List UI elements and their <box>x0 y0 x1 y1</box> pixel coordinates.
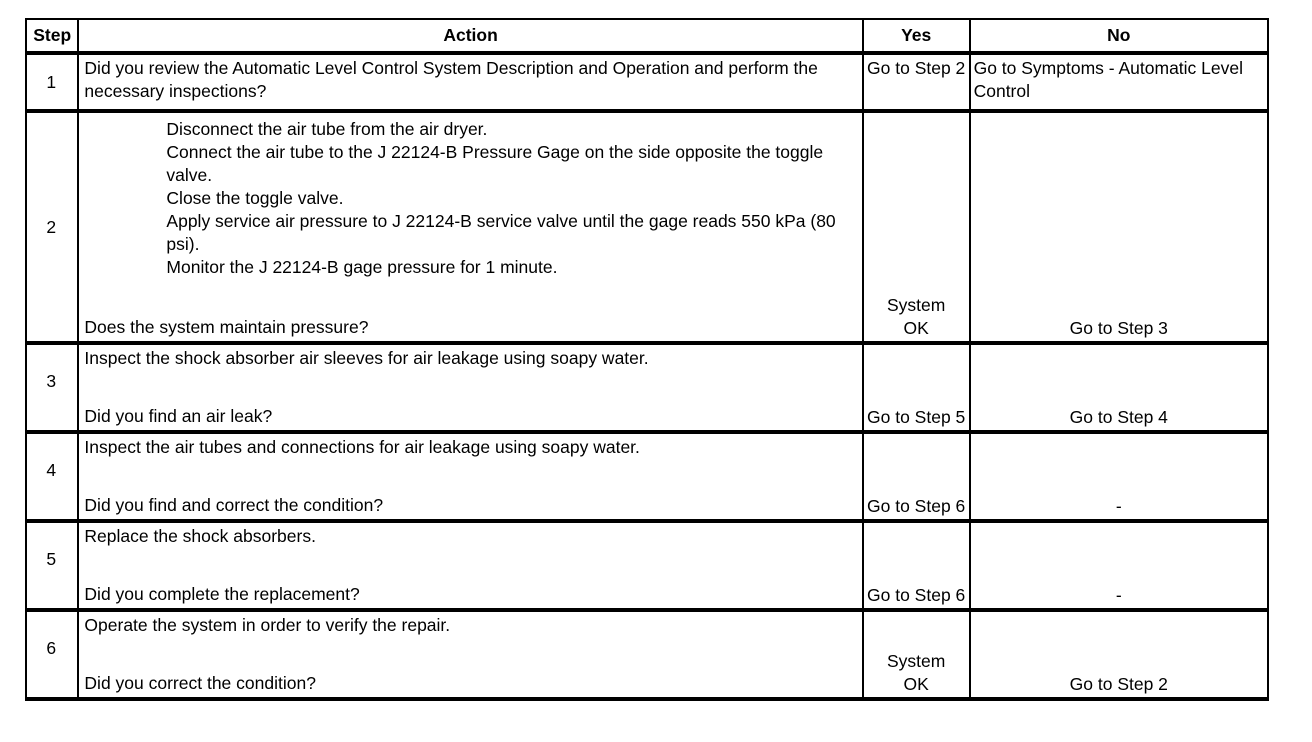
question-text: Does the system maintain pressure? <box>84 317 369 337</box>
header-step: Step <box>26 19 78 53</box>
header-row <box>26 19 1268 53</box>
no-cell: Go to Step 2 <box>970 610 1268 699</box>
question-text: Did you find an air leak? <box>84 406 273 426</box>
diagnostic-table <box>25 18 1269 701</box>
table-row <box>26 432 1268 521</box>
instruction-text: Replace the shock absorbers. <box>84 526 316 546</box>
table-row <box>26 343 1268 432</box>
action-cell <box>78 610 862 699</box>
step-number: 1 <box>26 53 78 111</box>
step-number: 2 <box>26 111 78 343</box>
action-cell <box>78 521 862 610</box>
action-cell <box>78 343 862 432</box>
action-cell <box>78 432 862 521</box>
yes-cell: Go to Step 6 <box>863 432 970 521</box>
instruction-text: Inspect the shock absorber air sleeves for air leakage using soapy water. <box>84 348 649 368</box>
no-cell: Go to Symptoms - Automatic Level Control <box>970 53 1268 111</box>
table-row <box>26 610 1268 699</box>
action-text: Did you review the Automatic Level Control System Description and Operation and perform the necessary inspections? <box>84 58 818 101</box>
question-text: Did you find and correct the condition? <box>84 495 384 515</box>
yes-cell: Go to Step 5 <box>863 343 970 432</box>
substep: Disconnect the air tube from the air dryer. <box>166 119 488 139</box>
substep: Monitor the J 22124-B gage pressure for 1 minute. <box>166 257 558 277</box>
step-number: 5 <box>26 521 78 610</box>
action-cell <box>78 53 862 111</box>
action-cell <box>78 111 862 343</box>
step-number: 3 <box>26 343 78 432</box>
substep: Connect the air tube to the J 22124-B Pressure Gage on the side opposite the toggle valve. <box>166 142 824 185</box>
question-text: Did you complete the replacement? <box>84 584 360 604</box>
substep: Close the toggle valve. <box>166 188 344 208</box>
substep: Apply service air pressure to J 22124-B service valve until the gage reads 550 kPa (80 psi). <box>166 211 836 254</box>
question-text: Did you correct the condition? <box>84 673 316 693</box>
substep-list <box>84 118 855 279</box>
header-no: No <box>970 19 1268 53</box>
table-row <box>26 111 1268 343</box>
step-number: 6 <box>26 610 78 699</box>
header-action: Action <box>78 19 862 53</box>
table-row <box>26 53 1268 111</box>
yes-cell: Go to Step 6 <box>863 521 970 610</box>
instruction-text: Operate the system in order to verify the repair. <box>84 615 451 635</box>
no-cell: - <box>970 521 1268 610</box>
no-cell: Go to Step 3 <box>970 111 1268 343</box>
instruction-text: Inspect the air tubes and connections for air leakage using soapy water. <box>84 437 640 457</box>
yes-cell: System OK <box>863 111 970 343</box>
table-row <box>26 521 1268 610</box>
yes-cell: System OK <box>863 610 970 699</box>
step-number: 4 <box>26 432 78 521</box>
yes-cell: Go to Step 2 <box>863 53 970 111</box>
no-cell: Go to Step 4 <box>970 343 1268 432</box>
header-yes: Yes <box>863 19 970 53</box>
no-cell: - <box>970 432 1268 521</box>
